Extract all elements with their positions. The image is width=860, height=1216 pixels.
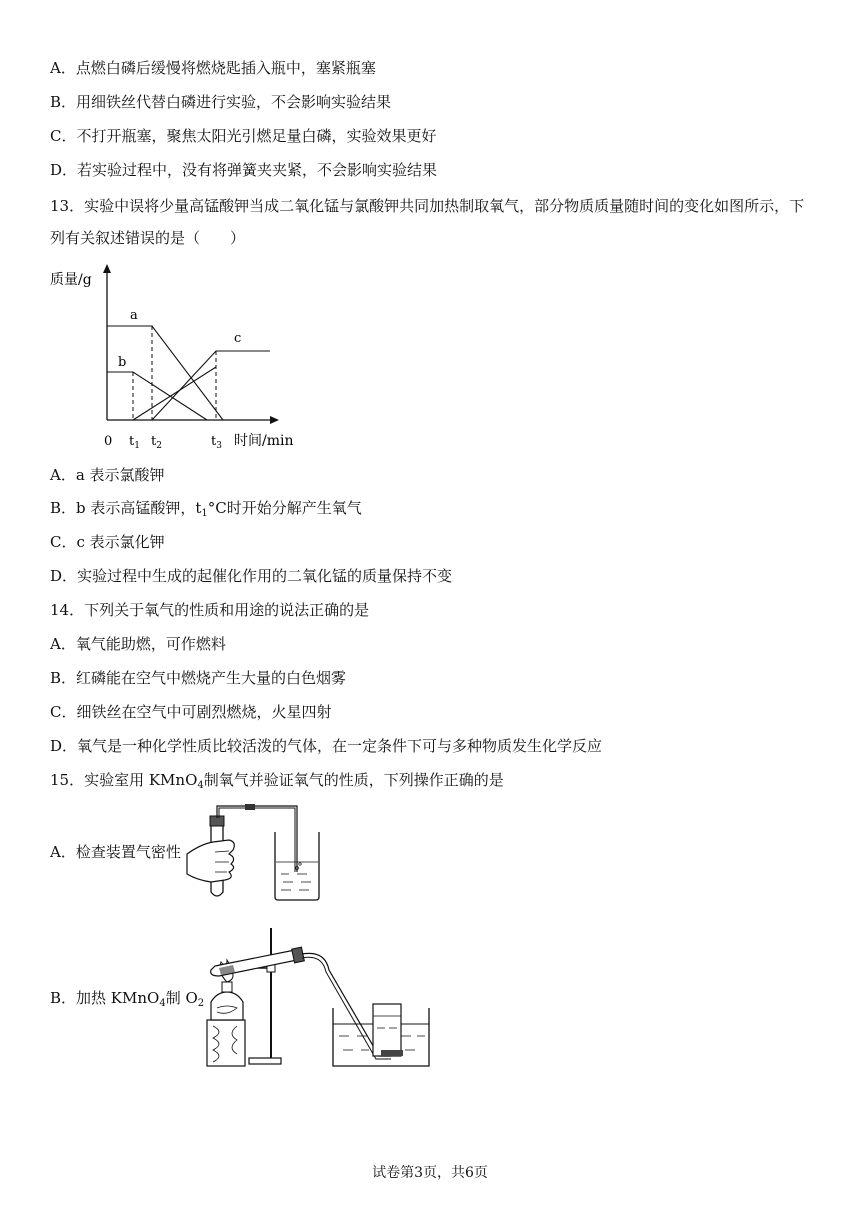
q15-option-b-sub2: 2 [197, 998, 205, 1009]
curve-a-label: a [130, 308, 138, 323]
t3-label: t [211, 434, 217, 449]
hand-icon [187, 840, 234, 882]
graph-x-label: 时间/min [234, 433, 294, 449]
t1-label: t [129, 434, 135, 449]
t1-sub: 1 [134, 441, 140, 451]
q12-option-b: B．用细铁丝代替白磷进行实验，不会影响实验结果 [50, 93, 392, 111]
heating-kmno4-figure [205, 920, 435, 1072]
q13-option-b-text: B．b 表示高锰酸钾，t [50, 499, 202, 517]
page-footer: 试卷第3页，共6页 [372, 1165, 488, 1181]
q13-option-d: D．实验过程中生成的起催化作用的二氧化锰的质量保持不变 [50, 567, 453, 585]
q12-option-d: D．若实验过程中，没有将弹簧夹夹紧，不会影响实验结果 [50, 161, 438, 179]
q13-option-b-text2: °C时开始分解产生氧气 [207, 499, 362, 517]
svg-text:t1 [129, 434, 140, 451]
t3-sub: 3 [216, 441, 222, 451]
q15-stem-sub: 4 [197, 780, 204, 791]
curve-b-label: b [118, 355, 127, 370]
graph-origin-label: 0 [104, 434, 113, 449]
graph-y-label: 质量/g [50, 272, 92, 288]
airtightness-check-figure [185, 802, 330, 904]
q14-stem: 14．下列关于氧气的性质和用途的说法正确的是 [50, 601, 370, 619]
curve-c-line [152, 351, 270, 420]
q13-stem-line1: 13．实验中误将少量高锰酸钾当成二氧化锰与氯酸钾共同加热制取氧气，部分物质质量随时间的变化如图所示，下 [50, 197, 805, 215]
q13-stem-line2: 列有关叙述错误的是（ ） [50, 229, 246, 247]
q13-option-a: A．a 表示氯酸钾 [50, 466, 165, 484]
wooden-block [207, 1020, 245, 1066]
q14-option-b: B．红磷能在空气中燃烧产生大量的白色烟雾 [50, 669, 347, 687]
q12-option-c: C．不打开瓶塞，聚焦太阳光引燃足量白磷，实验效果更好 [50, 127, 437, 145]
q15-stem-text2: 制氧气并验证氧气的性质，下列操作正确的是 [203, 771, 504, 789]
t2-sub: 2 [156, 441, 162, 451]
q15-option-b-text: B．加热 KMnO [50, 989, 160, 1007]
iron-stand-base [249, 1058, 281, 1064]
q13-mass-time-graph [48, 262, 308, 462]
q12-option-a: A．点燃白磷后缓慢将燃烧匙插入瓶中，塞紧瓶塞 [50, 59, 376, 77]
q15-option-b-text2: 制 O [165, 989, 198, 1007]
q15-option-a: A．检查装置气密性 [50, 843, 181, 861]
q13-option-c: C．c 表示氯化钾 [50, 533, 165, 551]
t2-label: t [151, 434, 157, 449]
q14-option-a: A．氧气能助燃，可作燃料 [50, 635, 226, 653]
q13-option-b-sub: 1 [201, 508, 208, 519]
q15-option-b-sub: 4 [159, 998, 166, 1009]
q15-option-b [50, 988, 204, 1014]
svg-text:t2 [151, 434, 162, 451]
q13-option-b [50, 498, 362, 524]
svg-text:t3 [211, 434, 222, 451]
curve-c-label: c [234, 331, 242, 346]
graph-x-arrow [270, 416, 279, 424]
gas-collecting-bottle [373, 1004, 401, 1056]
q15-stem-text: 15．实验室用 KMnO [50, 771, 198, 789]
q14-option-c: C．细铁丝在空气中可剧烈燃烧，火星四射 [50, 703, 332, 721]
q15-stem [50, 770, 504, 796]
graph-y-arrow [103, 264, 111, 273]
q14-option-d: D．氧气是一种化学性质比较活泼的气体，在一定条件下可与多种物质发生化学反应 [50, 737, 603, 755]
